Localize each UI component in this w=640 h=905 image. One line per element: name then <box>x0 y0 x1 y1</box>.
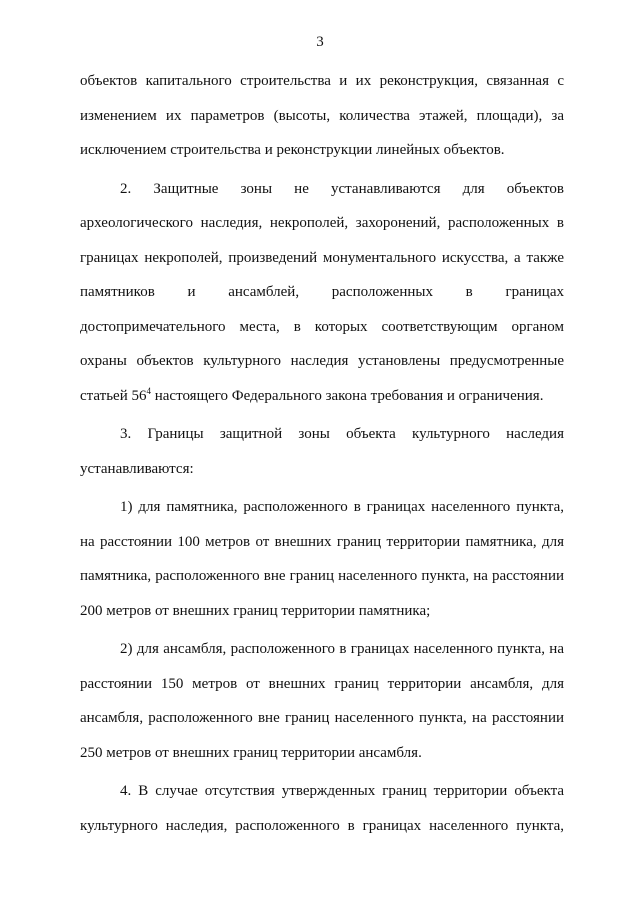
text-line: изменением их параметров (высоты, количества этажей, площади), за <box>80 107 564 124</box>
paragraph-subitem-2 <box>80 632 564 770</box>
text-line: 4. В случае отсутствия утвержденных границ территории объекта <box>120 783 564 799</box>
text-fragment: настоящего Федерального закона требования и ограничения. <box>151 387 544 404</box>
text-line: археологического наследия, некрополей, захоронений, расположенных в <box>80 215 564 231</box>
text-line: на расстоянии 100 метров от внешних границ территории памятника, для <box>80 533 564 550</box>
text-fragment: статьей 56 <box>80 387 147 404</box>
superscript: 4 <box>146 385 151 396</box>
text-line: 3. Границы защитной зоны объекта культурного наследия <box>120 426 564 442</box>
paragraph-item-3 <box>80 417 564 486</box>
text-line: устанавливаются: <box>80 460 194 477</box>
paragraph-subitem-1 <box>80 490 564 628</box>
text-line: охраны объектов культурного наследия установлены предусмотренные <box>80 353 564 369</box>
text-line: культурного наследия, расположенного в границах населенного пункта, <box>80 817 564 834</box>
text-line: памятника, расположенного вне границ населенного пункта, на расстоянии <box>80 568 564 584</box>
text-line: 2) для ансамбля, расположенного в границах населенного пункта, на <box>120 641 564 657</box>
text-line: 2. Защитные зоны не устанавливаются для объектов <box>120 180 564 197</box>
text-line: 1) для памятника, расположенного в границах населенного пункта, <box>120 499 564 515</box>
text-line: границах некрополей, произведений монументального искусства, а также <box>80 249 564 266</box>
paragraph-item-2 <box>80 172 564 414</box>
text-line <box>80 379 564 414</box>
text-line: 250 метров от внешних границ территории ансамбля. <box>80 744 422 761</box>
paragraph-item-4 <box>80 774 564 843</box>
text-line: объектов капитального строительства и их реконструкция, связанная с <box>80 73 564 89</box>
text-line: исключением строительства и реконструкции линейных объектов. <box>80 142 505 158</box>
text-line: ансамбля, расположенного вне границ населенного пункта, на расстоянии <box>80 710 564 726</box>
text-line: 200 метров от внешних границ территории памятника; <box>80 602 431 619</box>
document-body <box>80 64 564 843</box>
text-line: памятников и ансамблей, расположенных в границах <box>80 284 564 300</box>
text-line: расстоянии 150 метров от внешних границ территории ансамбля, для <box>80 675 564 692</box>
page-number: 3 <box>316 34 324 50</box>
paragraph-continuation <box>80 64 564 168</box>
text-line: достопримечательного места, в которых соответствующим органом <box>80 318 564 335</box>
